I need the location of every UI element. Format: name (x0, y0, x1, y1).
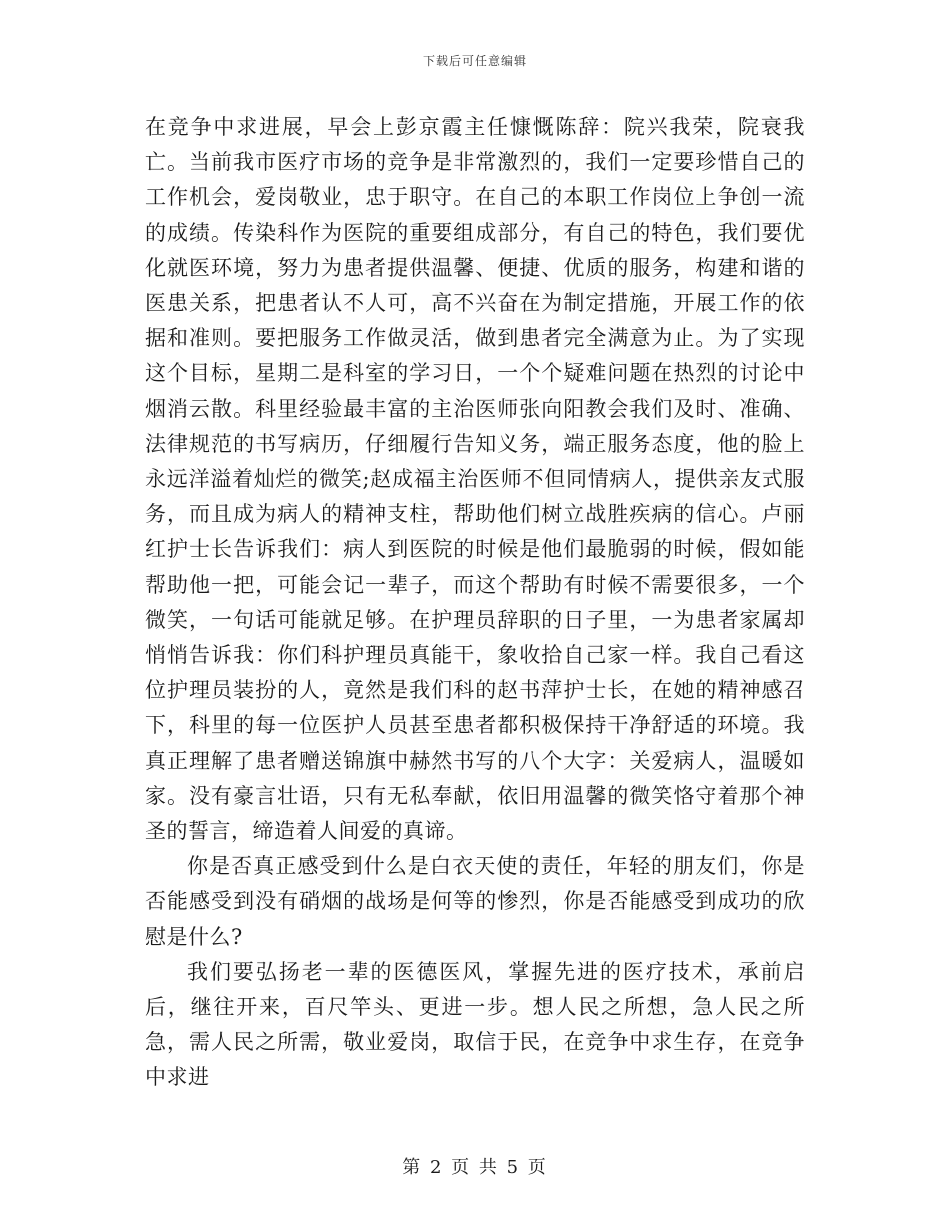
document-body (145, 110, 805, 1096)
paragraph-1: 在竞争中求进展，早会上彭京霞主任慷慨陈辞：院兴我荣，院衰我亡。当前我市医疗市场的竞争是非常激烈的，我们一定要珍惜自己的工作机会，爱岗敬业，忠于职守。在自己的本职工作岗位上争创一流的成绩。传染科作为医院的重要组成部分，有自己的特色，我们要优化就医环境，努力为患者提供温馨、便捷、优质的服务，构建和谐的医患关系，把患者认不人可，高不兴奋在为制定措施，开展工作的依据和准则。要把服务工作做灵活，做到患者完全满意为止。为了实现这个目标，星期二是科室的学习日，一个个疑难问题在热烈的讨论中烟消云散。科里经验最丰富的主治医师张向阳教会我们及时、准确、法律规范的书写病历，仔细履行告知义务，端正服务态度，他的脸上永远洋溢着灿烂的微笑;赵成福主治医师不但同情病人，提供亲友式服务，而且成为病人的精神支柱，帮助他们树立战胜疾病的信心。卢丽红护士长告诉我们：病人到医院的时候是他们最脆弱的时候，假如能帮助他一把，可能会记一辈子，而这个帮助有时候不需要很多，一个微笑，一句话可能就足够。在护理员辞职的日子里，一为患者家属却悄悄告诉我：你们科护理员真能干，象收拾自己家一样。我自己看这位护理员装扮的人，竟然是我们科的赵书萍护士长，在她的精神感召下，科里的每一位医护人员甚至患者都积极保持干净舒适的环境。我真正理解了患者赠送锦旗中赫然书写的八个大字：关爱病人，温暖如家。没有豪言壮语，只有无私奉献，依旧用温馨的微笑恪守着那个神圣的誓言，缔造着人间爱的真谛。 (145, 115, 805, 844)
paragraph-3: 我们要弘扬老一辈的医德医风，掌握先进的医疗技术，承前启后，继往开来，百尺竿头、更进一步。想人民之所想，急人民之所急，需人民之所需，敬业爱岗，取信于民，在竞争中求生存，在竞争中求进 (145, 959, 805, 1090)
page-header: 下载后可任意编辑 (422, 54, 527, 68)
page-footer: 第 2 页 共 5 页 (402, 1157, 548, 1178)
paragraph-2: 你是否真正感受到什么是白衣天使的责任，年轻的朋友们，你是否能感受到没有硝烟的战场是何等的惨烈，你是否能感受到成功的欣慰是什么? (145, 854, 805, 949)
